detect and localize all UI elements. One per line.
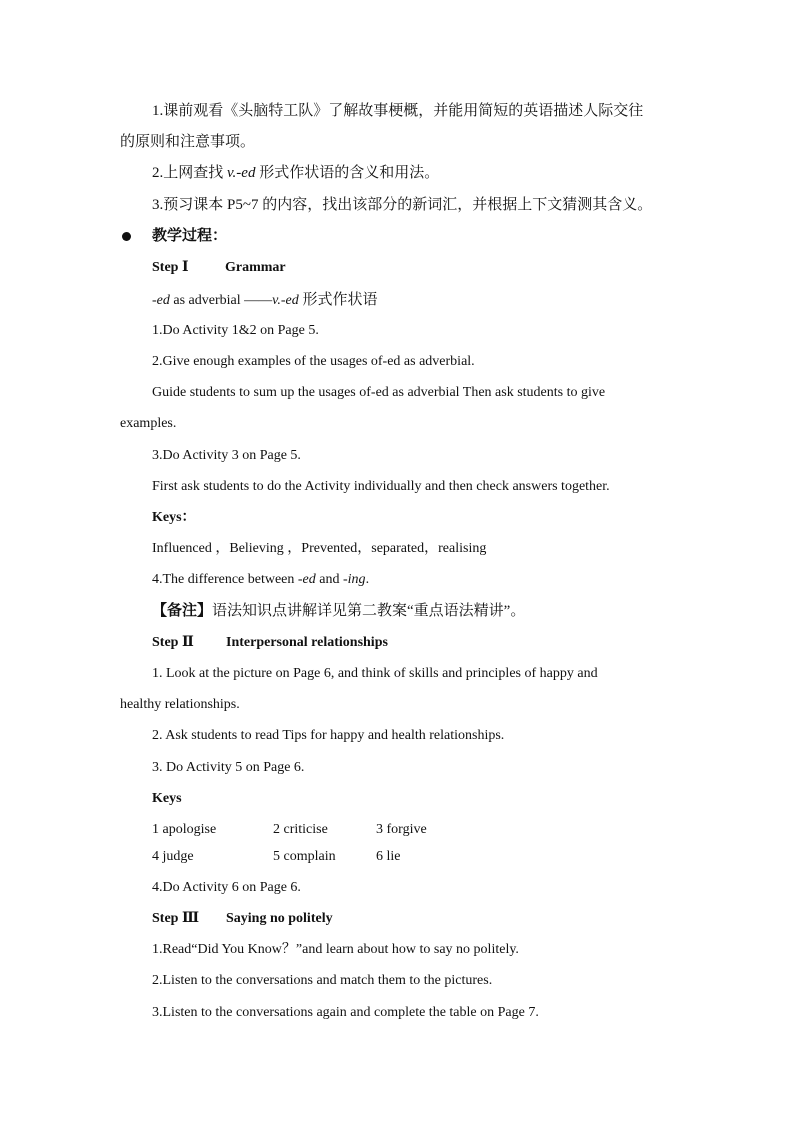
step-1-keys: Influenced ，Believing ，Prevented，separated，realising <box>152 541 487 556</box>
keys-row-2-col-1: 4 judge <box>152 849 194 864</box>
subheading-mid: as adverbial —— <box>169 293 273 308</box>
item-4-em-1: -ed <box>297 572 316 587</box>
step-1-item-4 <box>152 570 369 590</box>
step-1-subheading <box>152 290 377 311</box>
keys-row-1-col-2: 2 criticise <box>273 822 328 837</box>
item-4-post: . <box>365 572 370 587</box>
step-2-name: Interpersonal relationships <box>226 635 388 650</box>
prep-item-1-line-1: 1.课前观看《头脑特工队》了解故事梗概，并能用简短的英语描述人际交往 <box>152 103 644 119</box>
keys-row-2-col-3: 6 lie <box>376 849 401 864</box>
item-4-em-2: -ing <box>343 572 366 587</box>
prep-item-3: 3.预习课本 P5~7 的内容，找出该部分的新词汇，并根据上下文猜测其含义。 <box>152 197 653 213</box>
step-1-item-3: 3.Do Activity 3 on Page 5. <box>152 448 301 463</box>
step-3-title: Step Ⅲ <box>152 911 199 926</box>
prep-item-2-em: v.-ed <box>227 165 256 181</box>
step-2-keys-label: Keys <box>152 791 182 806</box>
step-2-item-3: 3. Do Activity 5 on Page 6. <box>152 760 305 775</box>
step-2-item-1-line-2: healthy relationships. <box>120 697 240 712</box>
prep-item-2-post: 形式作状语的含义和用法。 <box>255 165 440 181</box>
step-2-title: Step Ⅱ <box>152 635 194 650</box>
keys-row-2-col-2: 5 complain <box>273 849 336 864</box>
subheading-post: 形式作状语 <box>298 292 378 308</box>
step-1-keys-label: Keys： <box>152 510 196 525</box>
step-1-first-ask: First ask students to do the Activity individually and then check answers together. <box>152 479 610 494</box>
item-4-pre: 4.The difference between <box>152 572 298 587</box>
step-3-item-3: 3.Listen to the conversations again and complete the table on Page 7. <box>152 1005 539 1020</box>
process-heading: 教学过程： <box>152 228 228 244</box>
step-3-item-2: 2.Listen to the conversations and match them to the pictures. <box>152 973 493 988</box>
step-1-guide-line-1: Guide students to sum up the usages of-ed as adverbial Then ask students to give <box>152 385 606 400</box>
step-1-name: Grammar <box>225 260 286 275</box>
bullet-icon <box>122 232 131 241</box>
step-2-item-1-line-1: 1. Look at the picture on Page 6, and think of skills and principles of happy and <box>152 666 598 681</box>
step-1-title: Step Ⅰ <box>152 260 189 275</box>
item-4-mid: and <box>315 572 343 587</box>
note-text: 语法知识点讲解详见第二教案“重点语法精讲”。 <box>212 603 526 619</box>
subheading-em-1: -ed <box>152 293 170 308</box>
step-2-item-2: 2. Ask students to read Tips for happy and health relationships. <box>152 728 505 743</box>
step-2-item-4: 4.Do Activity 6 on Page 6. <box>152 880 301 895</box>
keys-row-1-col-1: 1 apologise <box>152 822 217 837</box>
step-1-guide-line-2: examples. <box>120 416 177 431</box>
note-line <box>152 601 525 621</box>
step-1-item-2: 2.Give enough examples of the usages of-ed as adverbial. <box>152 354 475 369</box>
keys-row-1-col-3: 3 forgive <box>376 822 427 837</box>
step-3-name: Saying no politely <box>226 911 333 926</box>
prep-item-2 <box>152 163 439 183</box>
note-label: 【备注】 <box>152 603 213 619</box>
subheading-em-2: v.-ed <box>272 293 299 308</box>
step-1-item-1: 1.Do Activity 1&2 on Page 5. <box>152 323 319 338</box>
prep-item-2-pre: 2.上网查找 <box>152 165 228 181</box>
step-3-item-1: 1.Read“Did You Know？”and learn about how to say no politely. <box>152 942 519 957</box>
prep-item-1-line-2: 的原则和注意事项。 <box>120 134 256 150</box>
